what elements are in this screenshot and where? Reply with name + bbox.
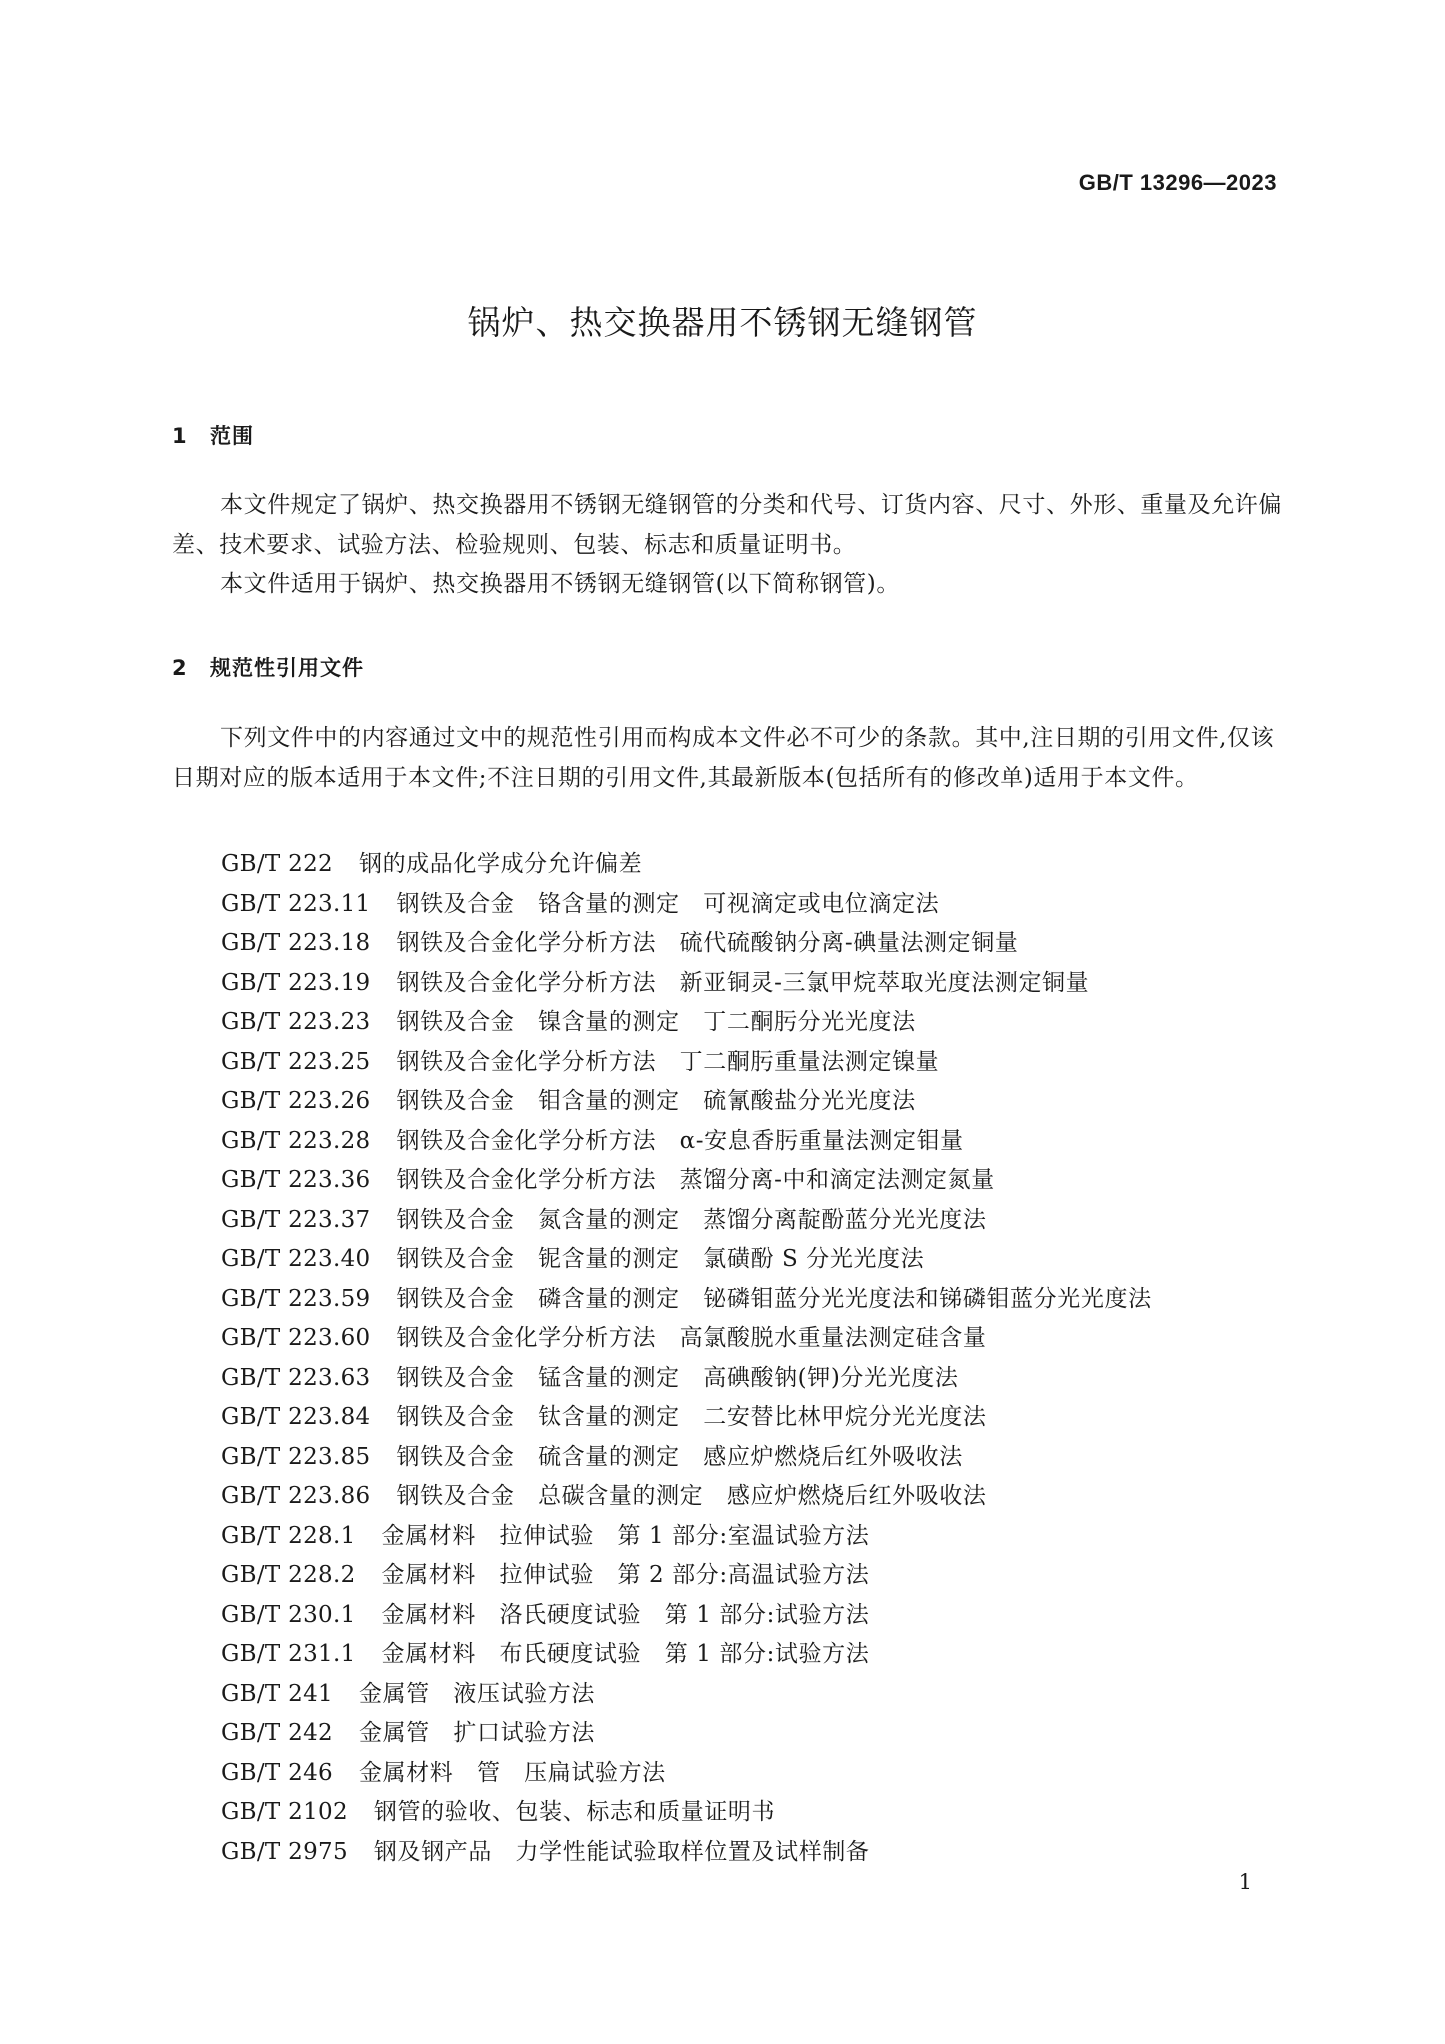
- reference-item: [221, 1161, 1152, 1201]
- reference-item: [221, 1556, 1152, 1596]
- reference-code: GB/T 223.63: [221, 1364, 371, 1391]
- reference-title: 钢铁及合金 镍含量的测定 丁二酮肟分光光度法: [396, 1009, 916, 1035]
- reference-title: 金属材料 布氏硬度试验 第 1 部分:试验方法: [381, 1641, 870, 1667]
- reference-title: 钢铁及合金 总碳含量的测定 感应炉燃烧后红外吸收法: [396, 1483, 987, 1509]
- reference-code: GB/T 223.60: [221, 1325, 371, 1351]
- reference-code: GB/T 242: [221, 1720, 333, 1746]
- reference-item: [221, 1714, 1152, 1754]
- reference-item: [221, 1438, 1152, 1478]
- reference-code: GB/T 223.23: [221, 1009, 371, 1035]
- reference-code: GB/T 223.25: [221, 1048, 371, 1075]
- reference-title: 金属材料 拉伸试验 第 2 部分:高温试验方法: [381, 1562, 870, 1588]
- section-1-heading: [172, 420, 254, 450]
- reference-item: [221, 1280, 1152, 1320]
- standard-number: GB/T 13296—2023: [1078, 170, 1277, 195]
- reference-item: [221, 1122, 1152, 1162]
- reference-item: [221, 964, 1152, 1004]
- reference-title: 钢铁及合金 磷含量的测定 铋磷钼蓝分光光度法和锑磷钼蓝分光光度法: [396, 1285, 1152, 1312]
- reference-title: 钢的成品化学成分允许偏差: [358, 851, 643, 877]
- reference-title: 钢铁及合金 铬含量的测定 可视滴定或电位滴定法: [396, 890, 940, 917]
- reference-title: 钢铁及合金化学分析方法 丁二酮肟重量法测定镍量: [396, 1048, 940, 1075]
- reference-title: 钢铁及合金化学分析方法 高氯酸脱水重量法测定硅含量: [396, 1325, 987, 1351]
- reference-code: GB/T 223.85: [221, 1443, 371, 1470]
- reference-item: [221, 1201, 1152, 1241]
- reference-item: [221, 1596, 1152, 1636]
- reference-title: 钢铁及合金 钼含量的测定 硫氰酸盐分光光度法: [396, 1088, 916, 1114]
- reference-title: 钢铁及合金化学分析方法 α-安息香肟重量法测定钼量: [396, 1127, 964, 1154]
- reference-item: [221, 1793, 1152, 1833]
- reference-title: 钢铁及合金化学分析方法 硫代硫酸钠分离-碘量法测定铜量: [396, 930, 1019, 956]
- reference-item: [221, 845, 1152, 885]
- reference-code: GB/T 223.36: [221, 1167, 371, 1193]
- reference-title: 钢及钢产品 力学性能试验取样位置及试样制备: [373, 1838, 870, 1865]
- reference-code: GB/T 241: [221, 1680, 333, 1707]
- normative-references-intro: 下列文件中的内容通过文中的规范性引用而构成本文件必不可少的条款。其中,注日期的引用文件,仅该日期对应的版本适用于本文件;不注日期的引用文件,其最新版本(包括所有的修改单)适用于本文件。: [172, 725, 1275, 791]
- reference-code: GB/T 246: [221, 1759, 333, 1786]
- reference-code: GB/T 230.1: [221, 1601, 356, 1628]
- reference-code: GB/T 223.37: [221, 1206, 371, 1233]
- reference-title: 钢铁及合金 氮含量的测定 蒸馏分离靛酚蓝分光光度法: [396, 1206, 987, 1233]
- reference-item: [221, 1240, 1152, 1280]
- reference-item: [221, 1043, 1152, 1083]
- reference-code: GB/T 222: [221, 851, 333, 877]
- reference-title: 金属材料 洛氏硬度试验 第 1 部分:试验方法: [381, 1601, 870, 1628]
- document-title: 锅炉、热交换器用不锈钢无缝钢管: [467, 303, 978, 342]
- reference-item: [221, 1477, 1152, 1517]
- reference-title: 金属材料 拉伸试验 第 1 部分:室温试验方法: [381, 1522, 870, 1549]
- reference-item: [221, 1635, 1152, 1675]
- reference-code: GB/T 2102: [221, 1799, 348, 1825]
- reference-title: 钢管的验收、包装、标志和质量证明书: [373, 1799, 776, 1825]
- reference-title: 钢铁及合金 钛含量的测定 二安替比林甲烷分光光度法: [396, 1404, 987, 1430]
- reference-title: 金属管 扩口试验方法: [358, 1720, 595, 1746]
- reference-item: [221, 1359, 1152, 1399]
- reference-list: [221, 845, 1152, 1872]
- reference-code: GB/T 223.40: [221, 1246, 371, 1272]
- reference-title: 钢铁及合金化学分析方法 蒸馏分离-中和滴定法测定氮量: [396, 1167, 995, 1193]
- reference-item: [221, 1319, 1152, 1359]
- section-2-number: 2: [172, 656, 188, 680]
- reference-item: [221, 1754, 1152, 1794]
- reference-code: GB/T 231.1: [221, 1641, 356, 1667]
- reference-title: 钢铁及合金化学分析方法 新亚铜灵-三氯甲烷萃取光度法测定铜量: [396, 969, 1090, 996]
- reference-code: GB/T 228.1: [221, 1522, 356, 1549]
- reference-code: GB/T 223.19: [221, 969, 371, 996]
- reference-title: 金属材料 管 压扁试验方法: [358, 1759, 666, 1786]
- reference-item: [221, 1675, 1152, 1715]
- reference-code: GB/T 228.2: [221, 1562, 356, 1588]
- reference-item: [221, 885, 1152, 925]
- reference-code: GB/T 223.18: [221, 930, 371, 956]
- scope-paragraph-1: 本文件规定了锅炉、热交换器用不锈钢无缝钢管的分类和代号、订货内容、尺寸、外形、重量及允许偏差、技术要求、试验方法、检验规则、包装、标志和质量证明书。: [172, 492, 1282, 558]
- reference-code: GB/T 223.11: [221, 890, 371, 917]
- section-1-number: 1: [172, 424, 188, 448]
- reference-code: GB/T 2975: [221, 1838, 348, 1865]
- section-2-title: 规范性引用文件: [210, 656, 364, 680]
- reference-item: [221, 1082, 1152, 1122]
- reference-code: GB/T 223.86: [221, 1483, 371, 1509]
- reference-title: 金属管 液压试验方法: [358, 1680, 595, 1707]
- reference-code: GB/T 223.26: [221, 1088, 371, 1114]
- reference-item: [221, 1398, 1152, 1438]
- section-1-title: 范围: [210, 424, 254, 448]
- reference-code: GB/T 223.28: [221, 1127, 371, 1154]
- reference-item: [221, 1003, 1152, 1043]
- reference-code: GB/T 223.59: [221, 1285, 371, 1312]
- reference-title: 钢铁及合金 硫含量的测定 感应炉燃烧后红外吸收法: [396, 1443, 963, 1470]
- page-number: 1: [1238, 1870, 1252, 1894]
- reference-item: [221, 1517, 1152, 1557]
- scope-paragraph-2: 本文件适用于锅炉、热交换器用不锈钢无缝钢管(以下简称钢管)。: [220, 571, 900, 597]
- reference-title: 钢铁及合金 铌含量的测定 氯磺酚 S 分光光度法: [396, 1246, 925, 1272]
- reference-item: [221, 1833, 1152, 1873]
- reference-title: 钢铁及合金 锰含量的测定 高碘酸钠(钾)分光光度法: [396, 1364, 959, 1391]
- section-2-heading: [172, 652, 364, 682]
- reference-item: [221, 924, 1152, 964]
- reference-code: GB/T 223.84: [221, 1404, 371, 1430]
